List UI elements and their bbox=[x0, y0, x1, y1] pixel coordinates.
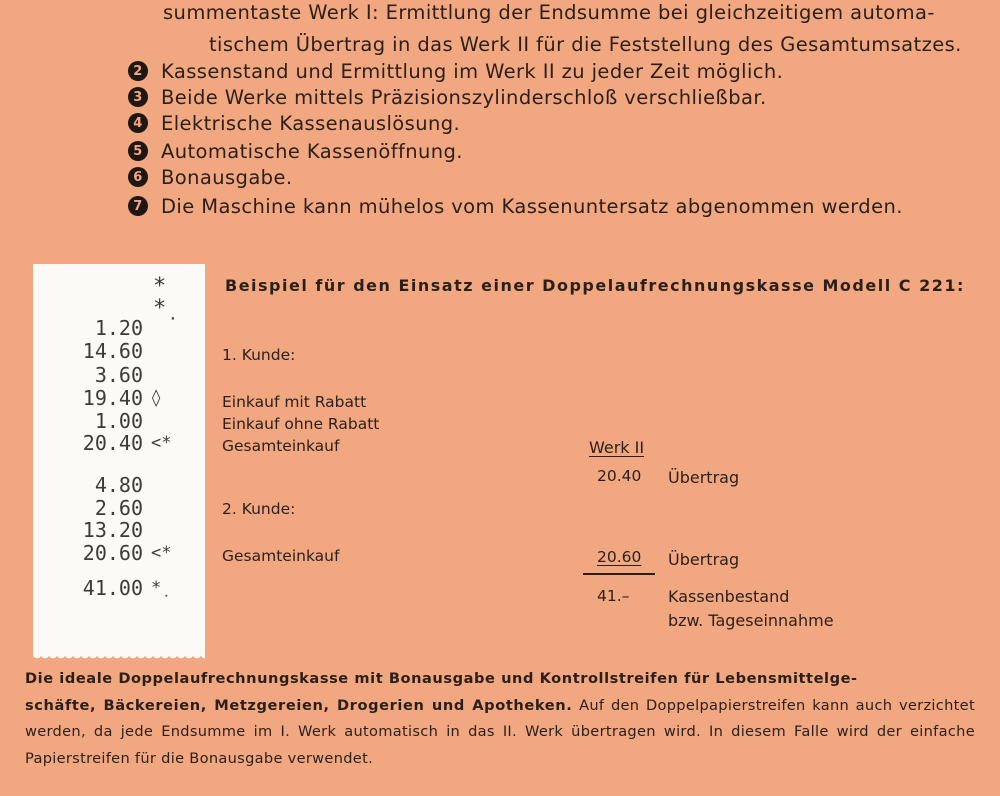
intro-line-1: summentaste Werk I: Ermittlung der Endsumme bei gleichzeitigem automa- bbox=[163, 1, 935, 24]
receipt-row bbox=[33, 410, 205, 432]
feature-item bbox=[128, 193, 903, 219]
receipt-value: 20.60 bbox=[82, 541, 143, 565]
customer-2-label: 2. Kunde: bbox=[222, 500, 296, 518]
receipt-row bbox=[33, 497, 205, 519]
no-discount-purchase-label: Einkauf ohne Rabatt bbox=[222, 415, 380, 433]
feature-item bbox=[128, 84, 767, 110]
feature-item bbox=[128, 110, 460, 136]
feature-text: Die Maschine kann mühelos vom Kassenuntersatz abgenommen werden. bbox=[161, 194, 903, 218]
feature-text: Kassenstand und Ermittlung im Werk II zu jeder Zeit möglich. bbox=[161, 59, 784, 83]
receipt-value: 4.80 bbox=[94, 473, 143, 497]
total-purchase-label: Gesamteinkauf bbox=[222, 547, 340, 565]
footer-headline: Die ideale Doppelaufrechnungskasse mit Bonausgabe und Kontrollstreifen für Lebensmittelge- bbox=[25, 670, 858, 687]
receipt-row bbox=[33, 542, 205, 564]
discount-purchase-label: Einkauf mit Rabatt bbox=[222, 393, 367, 411]
receipt-value: 14.60 bbox=[82, 339, 143, 363]
receipt-strip bbox=[33, 264, 205, 654]
customer-1-label: 1. Kunde: bbox=[222, 346, 296, 364]
receipt-star-mark: *̣ bbox=[153, 296, 167, 321]
receipt-row bbox=[33, 519, 205, 541]
balance-label-2: bzw. Tageseinnahme bbox=[668, 611, 834, 630]
receipt-row bbox=[33, 474, 205, 496]
subtotal-marker-icon: <* bbox=[151, 433, 172, 453]
receipt-value: 19.40 bbox=[82, 386, 143, 410]
receipt-value: 1.20 bbox=[94, 316, 143, 340]
example-title: Beispiel für den Einsatz einer Doppelaufrechnungskasse Modell C 221: bbox=[225, 276, 965, 295]
total-star-icon: *̣ bbox=[151, 578, 162, 598]
receipt-value: 3.60 bbox=[94, 363, 143, 387]
footer-paragraph bbox=[25, 666, 975, 772]
receipt-row bbox=[33, 317, 205, 339]
receipt-star-mark: * bbox=[153, 274, 167, 299]
feature-text: Beide Werke mittels Präzisionszylinderschloß verschließbar. bbox=[161, 85, 767, 109]
diamond-icon: ◊ bbox=[151, 388, 162, 408]
footer-headline-cont: schäfte, Bäckereien, Metzgereien, Drogerien und Apotheken. bbox=[25, 696, 573, 714]
werk-ii-header: Werk II bbox=[589, 438, 645, 457]
feature-item bbox=[128, 164, 292, 190]
feature-item bbox=[128, 138, 463, 164]
receipt-row bbox=[33, 577, 205, 599]
feature-text: Bonausgabe. bbox=[161, 165, 293, 189]
number-badge-icon: 7 bbox=[128, 196, 148, 216]
balance-label: Kassenbestand bbox=[668, 587, 790, 606]
receipt-row bbox=[33, 340, 205, 362]
subtotal-marker-icon: <* bbox=[151, 543, 172, 563]
footer-body: Auf den Doppelpapierstreifen kann auch verzichtet werden, da jede Endsumme im I. Werk automatisch in das II. Werk übertragen wird. In diesem Falle wird der einfache Papierstreifen für die Bonausgabe verwendet. bbox=[25, 696, 975, 767]
receipt-row bbox=[33, 432, 205, 454]
receipt-value: 41.00 bbox=[82, 576, 143, 600]
receipt-value: 13.20 bbox=[82, 518, 143, 542]
transfer-amount: 20.60 bbox=[597, 548, 642, 566]
transfer-label: Übertrag bbox=[668, 468, 740, 487]
feature-text: Elektrische Kassenauslösung. bbox=[161, 111, 461, 135]
number-badge-icon: 6 bbox=[128, 167, 148, 187]
receipt-value: 20.40 bbox=[82, 431, 143, 455]
receipt-value: 1.00 bbox=[94, 409, 143, 433]
balance-amount: 41.– bbox=[597, 587, 630, 605]
feature-text: Automatische Kassenöffnung. bbox=[161, 139, 463, 163]
feature-item bbox=[128, 58, 783, 84]
number-badge-icon: 4 bbox=[128, 113, 148, 133]
sum-rule bbox=[583, 573, 655, 575]
receipt-row bbox=[33, 387, 205, 409]
number-badge-icon: 5 bbox=[128, 141, 148, 161]
transfer-label: Übertrag bbox=[668, 550, 740, 569]
number-badge-icon: 2 bbox=[128, 61, 148, 81]
intro-line-2: tischem Übertrag in das Werk II für die Feststellung des Gesamtumsatzes. bbox=[209, 33, 962, 56]
receipt-row bbox=[33, 364, 205, 386]
transfer-amount: 20.40 bbox=[597, 467, 642, 485]
number-badge-icon: 3 bbox=[128, 87, 148, 107]
total-purchase-label: Gesamteinkauf bbox=[222, 437, 340, 455]
receipt-value: 2.60 bbox=[94, 496, 143, 520]
